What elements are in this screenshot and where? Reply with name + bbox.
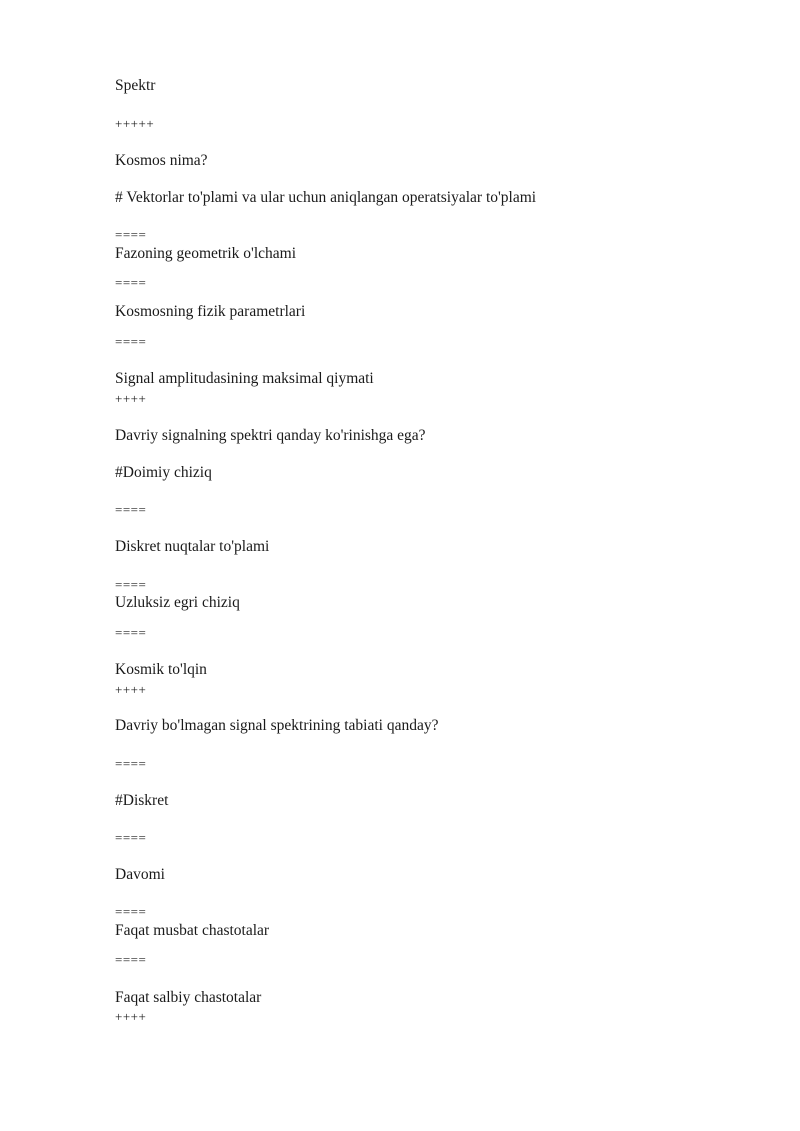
answer-option: Kosmik to'lqin [115,661,207,678]
question-text: Davriy signalning spektri qanday ko'rinishga ega? [115,427,426,444]
separator-equals: ==== [115,275,147,290]
separator-equals: ==== [115,577,147,592]
separator-equals: ==== [115,830,147,845]
answer-option: Kosmosning fizik parametrlari [115,303,306,320]
separator-equals: ==== [115,952,147,967]
separator-equals: ==== [115,334,147,349]
answer-correct: # Vektorlar to'plami va ular uchun aniqlangan operatsiyalar to'plami [115,189,537,206]
separator-plus: ++++ [115,1009,147,1024]
question-text: Kosmos nima? [115,152,208,169]
separator-equals: ==== [115,625,147,640]
answer-option: Diskret nuqtalar to'plami [115,538,270,555]
separator-equals: ==== [115,502,147,517]
answer-option: Davomi [115,866,165,883]
section-title: Spektr [115,77,156,94]
separator-plus: ++++ [115,682,147,697]
separator-equals: ==== [115,756,147,771]
separator-plus: ++++ [115,391,147,406]
separator-plus: +++++ [115,116,155,131]
question-text: Davriy bo'lmagan signal spektrining tabiati qanday? [115,717,439,734]
answer-option: Signal amplitudasining maksimal qiymati [115,370,374,387]
answer-option: Faqat musbat chastotalar [115,922,270,939]
answer-option: Faqat salbiy chastotalar [115,989,262,1006]
answer-option: Fazoning geometrik o'lchami [115,245,296,262]
answer-correct: #Diskret [115,792,169,809]
separator-equals: ==== [115,227,147,242]
answer-option: Uzluksiz egri chiziq [115,594,240,611]
separator-equals: ==== [115,904,147,919]
answer-correct: #Doimiy chiziq [115,464,212,481]
